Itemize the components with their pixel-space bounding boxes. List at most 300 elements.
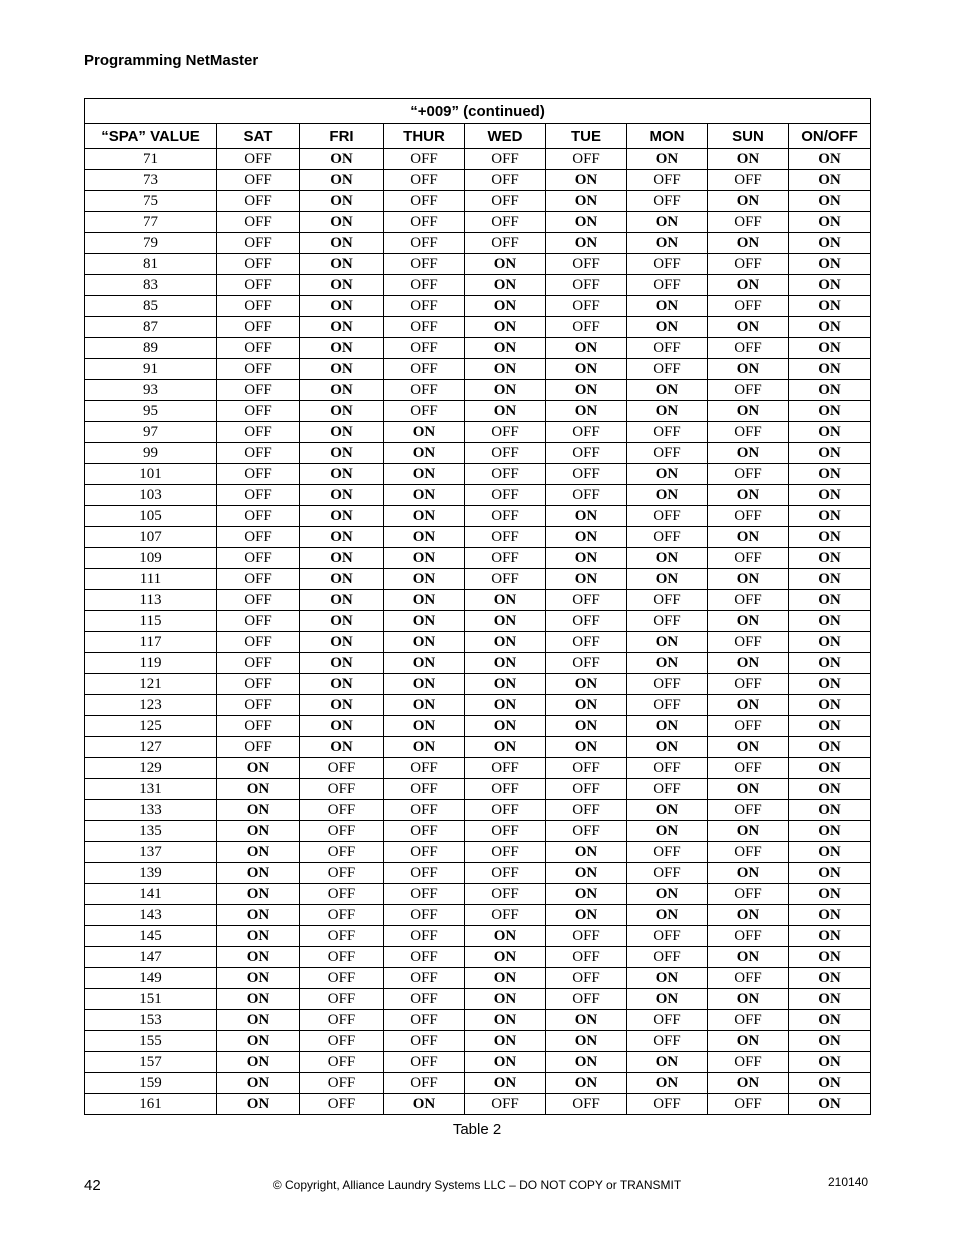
- switch-state-cell: OFF: [546, 296, 627, 317]
- switch-state-cell: OFF: [546, 926, 627, 947]
- switch-state-cell: ON: [300, 695, 384, 716]
- switch-state-cell: ON: [789, 212, 871, 233]
- spa-value-cell: 123: [85, 695, 217, 716]
- switch-state-cell: ON: [708, 905, 789, 926]
- switch-state-cell: OFF: [627, 947, 708, 968]
- switch-state-cell: OFF: [627, 254, 708, 275]
- table-row: [85, 716, 871, 737]
- switch-state-cell: OFF: [217, 632, 300, 653]
- switch-state-cell: OFF: [627, 758, 708, 779]
- switch-state-cell: ON: [708, 527, 789, 548]
- switch-state-cell: ON: [300, 485, 384, 506]
- switch-state-cell: ON: [217, 800, 300, 821]
- switch-state-cell: OFF: [708, 254, 789, 275]
- switch-state-cell: OFF: [546, 989, 627, 1010]
- switch-state-cell: OFF: [465, 548, 546, 569]
- switch-state-cell: ON: [217, 842, 300, 863]
- switch-state-cell: ON: [465, 926, 546, 947]
- switch-state-cell: ON: [789, 1010, 871, 1031]
- switch-state-cell: ON: [789, 506, 871, 527]
- switch-state-cell: ON: [708, 695, 789, 716]
- table-row: [85, 401, 871, 422]
- switch-state-cell: OFF: [384, 926, 465, 947]
- switch-state-cell: ON: [708, 779, 789, 800]
- switch-state-cell: ON: [300, 653, 384, 674]
- column-header: “SPA” VALUE: [85, 124, 217, 149]
- spa-value-cell: 81: [85, 254, 217, 275]
- switch-state-cell: ON: [789, 674, 871, 695]
- switch-state-cell: ON: [546, 674, 627, 695]
- spa-value-cell: 93: [85, 380, 217, 401]
- switch-state-cell: ON: [789, 170, 871, 191]
- switch-state-cell: ON: [300, 401, 384, 422]
- switch-state-cell: ON: [384, 737, 465, 758]
- switch-state-cell: ON: [627, 548, 708, 569]
- switch-state-cell: OFF: [384, 758, 465, 779]
- spa-value-cell: 131: [85, 779, 217, 800]
- switch-state-cell: ON: [217, 884, 300, 905]
- switch-state-cell: OFF: [384, 191, 465, 212]
- switch-state-cell: ON: [546, 737, 627, 758]
- table-row: [85, 506, 871, 527]
- switch-state-cell: OFF: [465, 779, 546, 800]
- switch-state-cell: OFF: [465, 191, 546, 212]
- switch-state-cell: OFF: [217, 422, 300, 443]
- switch-state-cell: OFF: [217, 401, 300, 422]
- switch-state-cell: ON: [627, 212, 708, 233]
- table-row: [85, 485, 871, 506]
- switch-state-cell: OFF: [465, 800, 546, 821]
- switch-state-cell: ON: [384, 548, 465, 569]
- switch-state-cell: OFF: [546, 632, 627, 653]
- switch-state-cell: ON: [546, 569, 627, 590]
- switch-state-cell: OFF: [546, 590, 627, 611]
- switch-state-cell: OFF: [708, 674, 789, 695]
- switch-state-cell: OFF: [217, 275, 300, 296]
- switch-state-cell: ON: [789, 1073, 871, 1094]
- table-row: [85, 149, 871, 170]
- switch-state-cell: ON: [789, 443, 871, 464]
- switch-state-cell: ON: [465, 674, 546, 695]
- switch-state-cell: ON: [384, 695, 465, 716]
- spa-value-cell: 139: [85, 863, 217, 884]
- switch-state-cell: OFF: [708, 926, 789, 947]
- switch-state-cell: ON: [546, 1031, 627, 1052]
- switch-state-cell: OFF: [627, 1031, 708, 1052]
- switch-state-cell: OFF: [300, 758, 384, 779]
- spa-value-cell: 101: [85, 464, 217, 485]
- switch-state-cell: ON: [627, 884, 708, 905]
- switch-state-cell: OFF: [465, 170, 546, 191]
- switch-state-cell: OFF: [627, 338, 708, 359]
- switch-state-cell: OFF: [465, 464, 546, 485]
- switch-state-cell: ON: [465, 380, 546, 401]
- switch-state-cell: OFF: [300, 1010, 384, 1031]
- switch-state-cell: OFF: [300, 905, 384, 926]
- table-row: [85, 611, 871, 632]
- switch-state-cell: ON: [708, 1073, 789, 1094]
- switch-state-cell: OFF: [217, 485, 300, 506]
- spa-value-cell: 151: [85, 989, 217, 1010]
- switch-state-cell: OFF: [384, 254, 465, 275]
- switch-state-cell: OFF: [708, 590, 789, 611]
- spa-value-cell: 83: [85, 275, 217, 296]
- switch-state-cell: ON: [708, 737, 789, 758]
- table-row: [85, 779, 871, 800]
- switch-state-cell: ON: [384, 1094, 465, 1115]
- switch-state-cell: ON: [300, 443, 384, 464]
- spa-value-cell: 147: [85, 947, 217, 968]
- switch-state-cell: ON: [300, 317, 384, 338]
- switch-state-cell: OFF: [300, 1073, 384, 1094]
- switch-state-cell: ON: [627, 296, 708, 317]
- table-row: [85, 590, 871, 611]
- switch-state-cell: ON: [789, 590, 871, 611]
- switch-state-cell: OFF: [546, 485, 627, 506]
- switch-state-cell: OFF: [384, 1031, 465, 1052]
- switch-state-cell: ON: [465, 317, 546, 338]
- table-row: [85, 884, 871, 905]
- switch-state-cell: ON: [627, 653, 708, 674]
- switch-state-cell: ON: [217, 947, 300, 968]
- switch-state-cell: OFF: [708, 884, 789, 905]
- switch-state-cell: ON: [465, 1010, 546, 1031]
- switch-state-cell: OFF: [217, 527, 300, 548]
- switch-state-cell: ON: [708, 359, 789, 380]
- switch-state-cell: OFF: [217, 191, 300, 212]
- switch-state-cell: ON: [217, 926, 300, 947]
- switch-state-cell: ON: [708, 401, 789, 422]
- switch-state-cell: OFF: [708, 1010, 789, 1031]
- switch-state-cell: ON: [300, 275, 384, 296]
- switch-state-cell: ON: [217, 863, 300, 884]
- switch-state-cell: ON: [384, 527, 465, 548]
- switch-state-cell: ON: [789, 191, 871, 212]
- switch-state-cell: OFF: [217, 674, 300, 695]
- switch-state-cell: OFF: [217, 317, 300, 338]
- spa-value-cell: 103: [85, 485, 217, 506]
- table-row: [85, 170, 871, 191]
- spa-value-cell: 159: [85, 1073, 217, 1094]
- switch-state-cell: OFF: [217, 506, 300, 527]
- switch-state-cell: ON: [789, 695, 871, 716]
- spa-value-cell: 117: [85, 632, 217, 653]
- switch-state-cell: ON: [627, 632, 708, 653]
- switch-state-cell: OFF: [384, 947, 465, 968]
- switch-state-cell: ON: [465, 338, 546, 359]
- spa-value-cell: 73: [85, 170, 217, 191]
- spa-value-cell: 77: [85, 212, 217, 233]
- table-body: [85, 149, 871, 1115]
- column-header: ON/OFF: [789, 124, 871, 149]
- switch-state-cell: ON: [708, 149, 789, 170]
- column-header: SAT: [217, 124, 300, 149]
- table-row: [85, 821, 871, 842]
- table-row: [85, 1031, 871, 1052]
- switch-state-cell: OFF: [708, 968, 789, 989]
- switch-state-cell: ON: [708, 611, 789, 632]
- switch-state-cell: OFF: [708, 1052, 789, 1073]
- table-row: [85, 1073, 871, 1094]
- switch-state-cell: OFF: [627, 170, 708, 191]
- switch-state-cell: OFF: [546, 611, 627, 632]
- switch-state-cell: OFF: [384, 401, 465, 422]
- switch-state-cell: ON: [546, 233, 627, 254]
- spa-value-cell: 85: [85, 296, 217, 317]
- switch-state-cell: OFF: [627, 275, 708, 296]
- switch-state-cell: ON: [217, 1010, 300, 1031]
- switch-state-cell: ON: [627, 716, 708, 737]
- switch-state-cell: ON: [465, 401, 546, 422]
- switch-state-cell: ON: [546, 1073, 627, 1094]
- switch-state-cell: ON: [708, 863, 789, 884]
- table-row: [85, 296, 871, 317]
- switch-state-cell: OFF: [300, 800, 384, 821]
- switch-state-cell: OFF: [300, 1094, 384, 1115]
- switch-state-cell: ON: [708, 485, 789, 506]
- switch-state-cell: OFF: [465, 884, 546, 905]
- switch-state-cell: OFF: [546, 968, 627, 989]
- switch-state-cell: ON: [627, 380, 708, 401]
- switch-state-cell: OFF: [300, 1031, 384, 1052]
- spa-value-cell: 157: [85, 1052, 217, 1073]
- switch-state-cell: ON: [789, 842, 871, 863]
- table-row: [85, 926, 871, 947]
- spa-value-cell: 153: [85, 1010, 217, 1031]
- switch-state-cell: ON: [546, 527, 627, 548]
- switch-state-cell: ON: [627, 989, 708, 1010]
- switch-state-cell: ON: [789, 821, 871, 842]
- switch-state-cell: OFF: [384, 1073, 465, 1094]
- switch-state-cell: ON: [546, 506, 627, 527]
- switch-state-cell: ON: [789, 863, 871, 884]
- table-row: [85, 338, 871, 359]
- table-row: [85, 233, 871, 254]
- spa-value-cell: 113: [85, 590, 217, 611]
- switch-state-cell: ON: [465, 1052, 546, 1073]
- switch-state-cell: OFF: [300, 779, 384, 800]
- switch-state-cell: OFF: [384, 317, 465, 338]
- switch-state-cell: ON: [789, 716, 871, 737]
- switch-state-cell: ON: [627, 800, 708, 821]
- switch-state-cell: ON: [789, 422, 871, 443]
- switch-state-cell: OFF: [546, 1094, 627, 1115]
- switch-state-cell: OFF: [627, 611, 708, 632]
- switch-state-cell: ON: [789, 779, 871, 800]
- switch-state-cell: OFF: [546, 653, 627, 674]
- copyright-notice: © Copyright, Alliance Laundry Systems LLC – DO NOT COPY or TRANSMIT: [272, 1178, 682, 1192]
- table-row: [85, 527, 871, 548]
- spa-value-cell: 107: [85, 527, 217, 548]
- switch-state-cell: OFF: [217, 716, 300, 737]
- spa-value-cell: 87: [85, 317, 217, 338]
- column-header: SUN: [708, 124, 789, 149]
- switch-state-cell: ON: [546, 695, 627, 716]
- switch-state-cell: ON: [627, 485, 708, 506]
- switch-state-cell: OFF: [627, 359, 708, 380]
- switch-state-cell: ON: [789, 149, 871, 170]
- switch-state-cell: ON: [789, 800, 871, 821]
- switch-state-cell: OFF: [708, 632, 789, 653]
- switch-state-cell: ON: [708, 1031, 789, 1052]
- switch-state-cell: ON: [789, 926, 871, 947]
- switch-state-cell: OFF: [384, 296, 465, 317]
- switch-state-cell: OFF: [384, 821, 465, 842]
- spa-value-cell: 111: [85, 569, 217, 590]
- switch-state-cell: OFF: [546, 464, 627, 485]
- table-row: [85, 422, 871, 443]
- table-row: [85, 464, 871, 485]
- switch-state-cell: ON: [384, 632, 465, 653]
- switch-state-cell: ON: [217, 1052, 300, 1073]
- switch-state-cell: OFF: [217, 590, 300, 611]
- switch-state-cell: ON: [789, 338, 871, 359]
- switch-state-cell: ON: [465, 1073, 546, 1094]
- section-title: Programming NetMaster: [84, 52, 259, 69]
- switch-state-cell: ON: [300, 506, 384, 527]
- switch-state-cell: OFF: [627, 863, 708, 884]
- switch-state-cell: OFF: [546, 947, 627, 968]
- switch-state-cell: OFF: [465, 569, 546, 590]
- switch-state-cell: OFF: [627, 527, 708, 548]
- spa-value-cell: 95: [85, 401, 217, 422]
- switch-state-cell: OFF: [708, 380, 789, 401]
- switch-state-cell: ON: [789, 296, 871, 317]
- switch-state-cell: ON: [217, 1031, 300, 1052]
- switch-state-cell: ON: [300, 632, 384, 653]
- switch-state-cell: ON: [546, 863, 627, 884]
- switch-state-cell: ON: [708, 317, 789, 338]
- switch-state-cell: ON: [546, 212, 627, 233]
- switch-state-cell: OFF: [627, 191, 708, 212]
- switch-state-cell: ON: [789, 947, 871, 968]
- switch-state-cell: OFF: [384, 170, 465, 191]
- switch-state-cell: ON: [546, 1010, 627, 1031]
- switch-state-cell: ON: [627, 464, 708, 485]
- switch-state-cell: OFF: [627, 674, 708, 695]
- switch-state-cell: OFF: [708, 800, 789, 821]
- switch-state-cell: ON: [300, 422, 384, 443]
- switch-state-cell: OFF: [384, 800, 465, 821]
- table-row: [85, 380, 871, 401]
- document-number: 210140: [828, 1175, 869, 1189]
- table-row: [85, 842, 871, 863]
- switch-state-cell: OFF: [627, 443, 708, 464]
- switch-state-cell: OFF: [384, 338, 465, 359]
- switch-state-cell: ON: [217, 758, 300, 779]
- table-row: [85, 548, 871, 569]
- switch-state-cell: OFF: [708, 464, 789, 485]
- table-row: [85, 989, 871, 1010]
- switch-state-cell: ON: [300, 338, 384, 359]
- switch-state-cell: ON: [217, 779, 300, 800]
- spa-value-cell: 91: [85, 359, 217, 380]
- switch-state-cell: ON: [384, 422, 465, 443]
- switch-state-cell: OFF: [627, 1094, 708, 1115]
- switch-state-cell: ON: [789, 632, 871, 653]
- switch-state-cell: ON: [789, 380, 871, 401]
- switch-state-cell: OFF: [217, 653, 300, 674]
- switch-state-cell: OFF: [217, 695, 300, 716]
- switch-state-cell: ON: [217, 968, 300, 989]
- switch-state-cell: ON: [789, 401, 871, 422]
- switch-state-cell: ON: [300, 254, 384, 275]
- table-row: [85, 653, 871, 674]
- switch-state-cell: ON: [627, 905, 708, 926]
- table-row: [85, 800, 871, 821]
- switch-state-cell: ON: [465, 695, 546, 716]
- switch-state-cell: OFF: [546, 422, 627, 443]
- switch-state-cell: ON: [217, 989, 300, 1010]
- switch-state-cell: ON: [627, 317, 708, 338]
- switch-state-cell: OFF: [465, 149, 546, 170]
- switch-state-cell: ON: [546, 1052, 627, 1073]
- switch-state-cell: ON: [546, 170, 627, 191]
- spa-value-cell: 143: [85, 905, 217, 926]
- switch-state-cell: ON: [465, 947, 546, 968]
- switch-state-cell: ON: [465, 254, 546, 275]
- table-caption: “+009” (continued): [85, 99, 871, 124]
- switch-state-cell: ON: [789, 527, 871, 548]
- spa-value-cell: 145: [85, 926, 217, 947]
- switch-state-cell: OFF: [300, 1052, 384, 1073]
- table-row: [85, 359, 871, 380]
- switch-state-cell: ON: [546, 191, 627, 212]
- switch-state-cell: ON: [465, 989, 546, 1010]
- spa-value-cell: 149: [85, 968, 217, 989]
- spa-value-cell: 109: [85, 548, 217, 569]
- switch-state-cell: ON: [789, 464, 871, 485]
- switch-state-cell: ON: [708, 233, 789, 254]
- switch-state-cell: ON: [546, 716, 627, 737]
- spa-value-cell: 115: [85, 611, 217, 632]
- switch-state-cell: OFF: [384, 275, 465, 296]
- switch-state-cell: ON: [300, 674, 384, 695]
- switch-state-cell: ON: [217, 821, 300, 842]
- switch-state-cell: ON: [789, 905, 871, 926]
- switch-state-cell: ON: [546, 842, 627, 863]
- switch-state-cell: OFF: [465, 422, 546, 443]
- switch-state-cell: OFF: [384, 233, 465, 254]
- switch-state-cell: OFF: [465, 905, 546, 926]
- switch-state-cell: ON: [384, 485, 465, 506]
- switch-state-cell: OFF: [217, 170, 300, 191]
- switch-state-cell: ON: [465, 611, 546, 632]
- switch-state-cell: OFF: [300, 863, 384, 884]
- switch-state-cell: ON: [789, 233, 871, 254]
- switch-state-cell: OFF: [217, 296, 300, 317]
- switch-state-cell: OFF: [465, 842, 546, 863]
- switch-state-cell: OFF: [708, 212, 789, 233]
- switch-state-cell: ON: [789, 275, 871, 296]
- switch-state-cell: OFF: [300, 926, 384, 947]
- table-row: [85, 569, 871, 590]
- switch-state-cell: OFF: [465, 821, 546, 842]
- switch-state-cell: ON: [789, 317, 871, 338]
- switch-state-cell: ON: [300, 296, 384, 317]
- spa-value-cell: 135: [85, 821, 217, 842]
- switch-state-cell: OFF: [384, 905, 465, 926]
- spa-value-cell: 89: [85, 338, 217, 359]
- spa-value-cell: 75: [85, 191, 217, 212]
- table-row: [85, 863, 871, 884]
- switch-state-cell: ON: [384, 611, 465, 632]
- switch-state-cell: ON: [300, 527, 384, 548]
- spa-value-cell: 71: [85, 149, 217, 170]
- switch-state-cell: OFF: [384, 779, 465, 800]
- switch-state-cell: ON: [465, 359, 546, 380]
- switch-state-cell: ON: [465, 737, 546, 758]
